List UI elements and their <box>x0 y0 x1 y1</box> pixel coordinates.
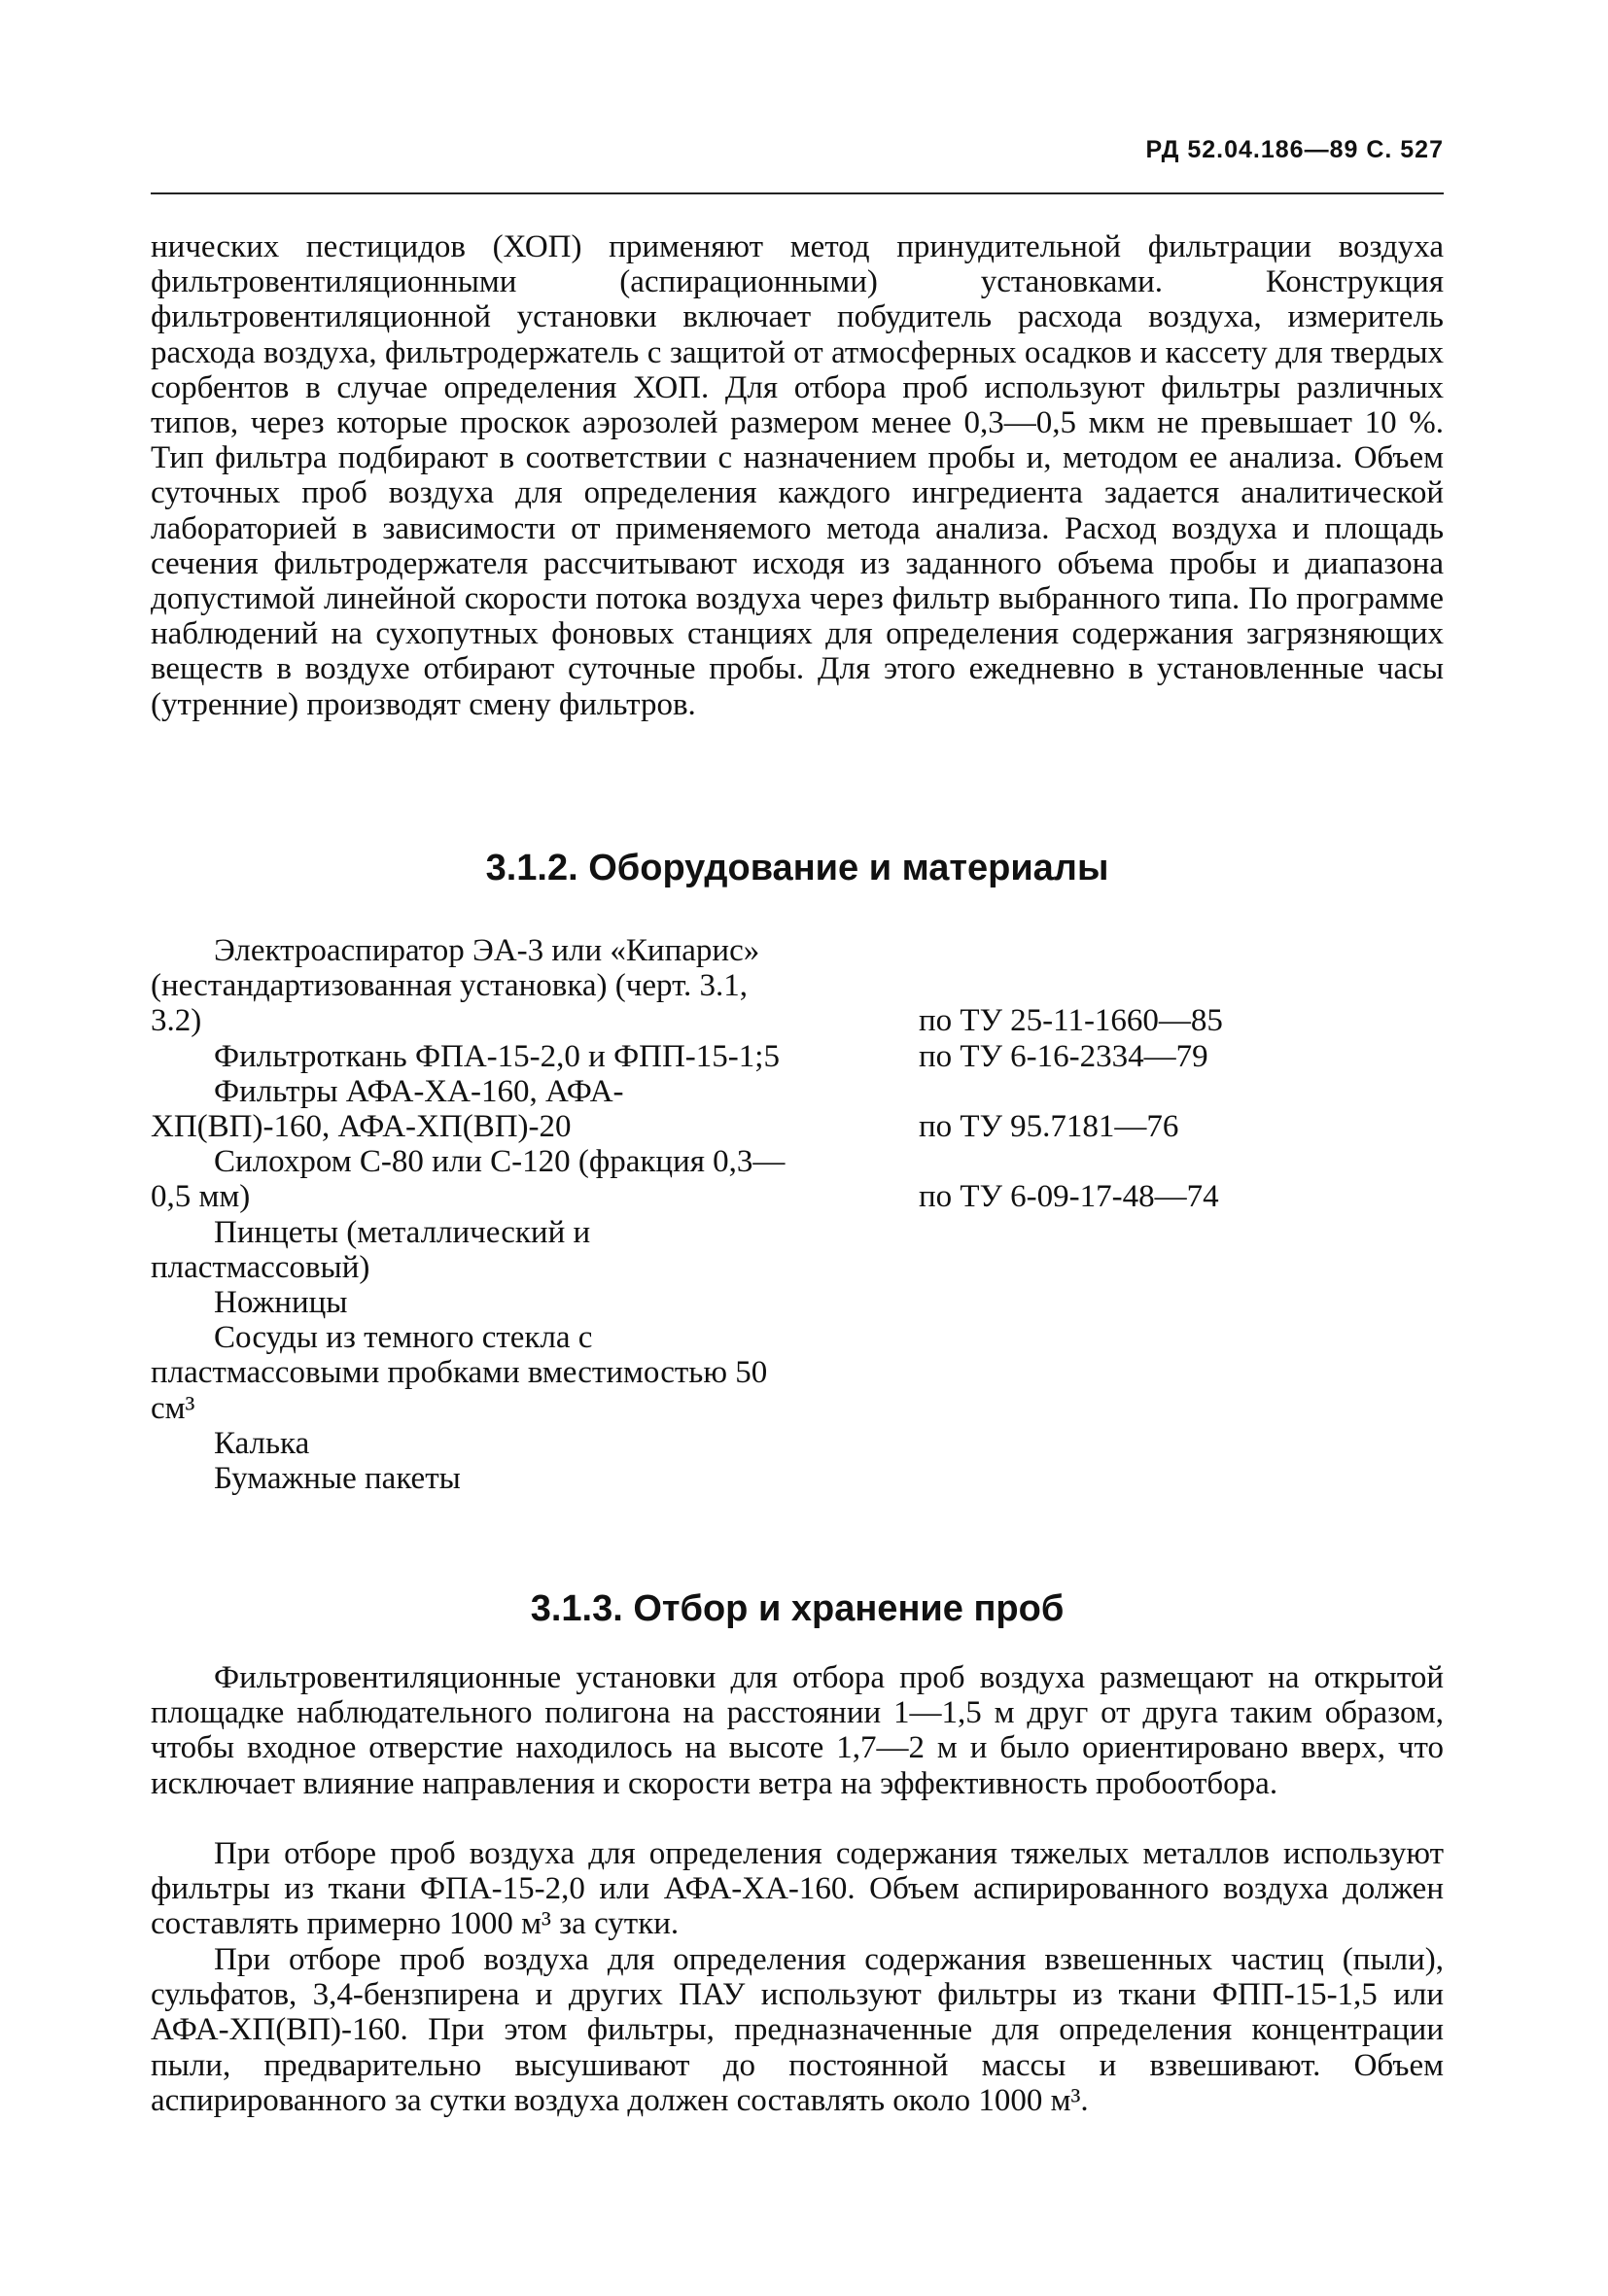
section-313-paragraph-2: При отборе проб воздуха для определения содержания тяжелых металлов используют фильтры из ткани ФПА-15-2,0 или АФА-ХА-160. Объем аспирированного воздуха должен составлять примерно 1000 м³ за сутки. <box>151 1836 1444 1942</box>
equipment-list <box>151 933 1444 1496</box>
equipment-name: Пинцеты (металлический и пластмассовый) <box>151 1214 591 1285</box>
equipment-name: Электроаспиратор ЭА-3 или «Кипарис» (нестандартизованная установка) (черт. 3.1, 3.2) <box>151 933 760 1039</box>
equipment-name: Ножницы <box>214 1285 348 1321</box>
intro-paragraph: нических пестицидов (ХОП) применяют метод принудительной фильтрации воздуха фильтровентиляционными (аспирационными) установками. Конструкция фильтровентиляционной установки включает побудитель расхода воздуха, измеритель расхода воздуха, фильтродержатель с защитой от атмосферных осадков и кассету для твердых сорбентов в случае определения ХОП. Для отбора проб используют фильтры различных типов, через которые проскок аэрозолей размером менее 0,3—0,5 мкм не превышает 10 %. Тип фильтра подбирают в соответствии с назначением пробы и, методом ее анализа. Объем суточных проб воздуха для определения каждого ингредиента задается аналитической лабораторией в зависимости от применяемого метода анализа. Расход воздуха и площадь сечения фильтродержателя рассчитывают исходя из заданного объема пробы и диапазона допустимой линейной скорости потока воздуха через фильтр выбранного типа. По программе наблюдений на сухопутных фоновых станциях для определения содержания загрязняющих веществ в воздухе отбирают суточные пробы. Для этого ежедневно в установленные часы (утренние) производят смену фильтров. <box>151 229 1444 722</box>
section-313-paragraph-1: Фильтровентиляционные установки для отбора проб воздуха размещают на открытой площадке наблюдательного полигона на расстоянии 1—1,5 м друг от друга таким образом, чтобы входное отверстие находилось на высоте 1,7—2 м и было ориентировано вверх, что исключает влияние направления и скорости ветра на эффективность пробоотбора. <box>151 1660 1444 1801</box>
list-item <box>151 1215 1444 1285</box>
list-item <box>151 1461 1444 1496</box>
equipment-name: Фильтры АФА-ХА-160, АФА-ХП(ВП)-160, АФА-ХП(ВП)-20 <box>151 1073 624 1145</box>
list-item <box>151 1285 1444 1320</box>
equipment-spec: по ТУ 25-11-1660—85 <box>919 1003 1223 1039</box>
list-item <box>151 1320 1444 1426</box>
equipment-spec: по ТУ 6-09-17-48—74 <box>919 1179 1219 1215</box>
section-312-heading: 3.1.2. Оборудование и материалы <box>485 848 1109 888</box>
equipment-name: Сосуды из темного стекла с пластмассовыми пробками вместимостью 50 см³ <box>151 1320 768 1426</box>
section-313-paragraph-3: При отборе проб воздуха для определения содержания взвешенных частиц (пыли), сульфатов, 3,4-бензпирена и других ПАУ используют фильтры из ткани ФПП-15-1,5 или АФА-ХП(ВП)-160. При этом фильтры, предназначенные для определения концентрации пыли, предварительно высушивают до постоянной массы и взвешивают. Объем аспирированного за сутки воздуха должен составлять около 1000 м³. <box>151 1942 1444 2118</box>
list-item <box>151 1039 1444 1074</box>
list-item <box>151 933 1444 1039</box>
equipment-name: Бумажные пакеты <box>214 1461 461 1497</box>
equipment-name: Калька <box>214 1425 310 1461</box>
equipment-spec: по ТУ 95.7181—76 <box>919 1109 1179 1145</box>
header-rule <box>151 192 1444 194</box>
equipment-spec: по ТУ 6-16-2334—79 <box>919 1038 1208 1074</box>
list-item <box>151 1426 1444 1461</box>
list-item <box>151 1074 1444 1144</box>
list-item <box>151 1144 1444 1214</box>
equipment-name: Силохром С-80 или С-120 (фракция 0,3—0,5 мм) <box>151 1144 786 1215</box>
equipment-name: Фильтроткань ФПА-15-2,0 и ФПП-15-1;5 <box>214 1038 780 1074</box>
running-header: РД 52.04.186—89 С. 527 <box>1145 136 1444 163</box>
section-313-heading: 3.1.3. Отбор и хранение проб <box>530 1588 1065 1629</box>
